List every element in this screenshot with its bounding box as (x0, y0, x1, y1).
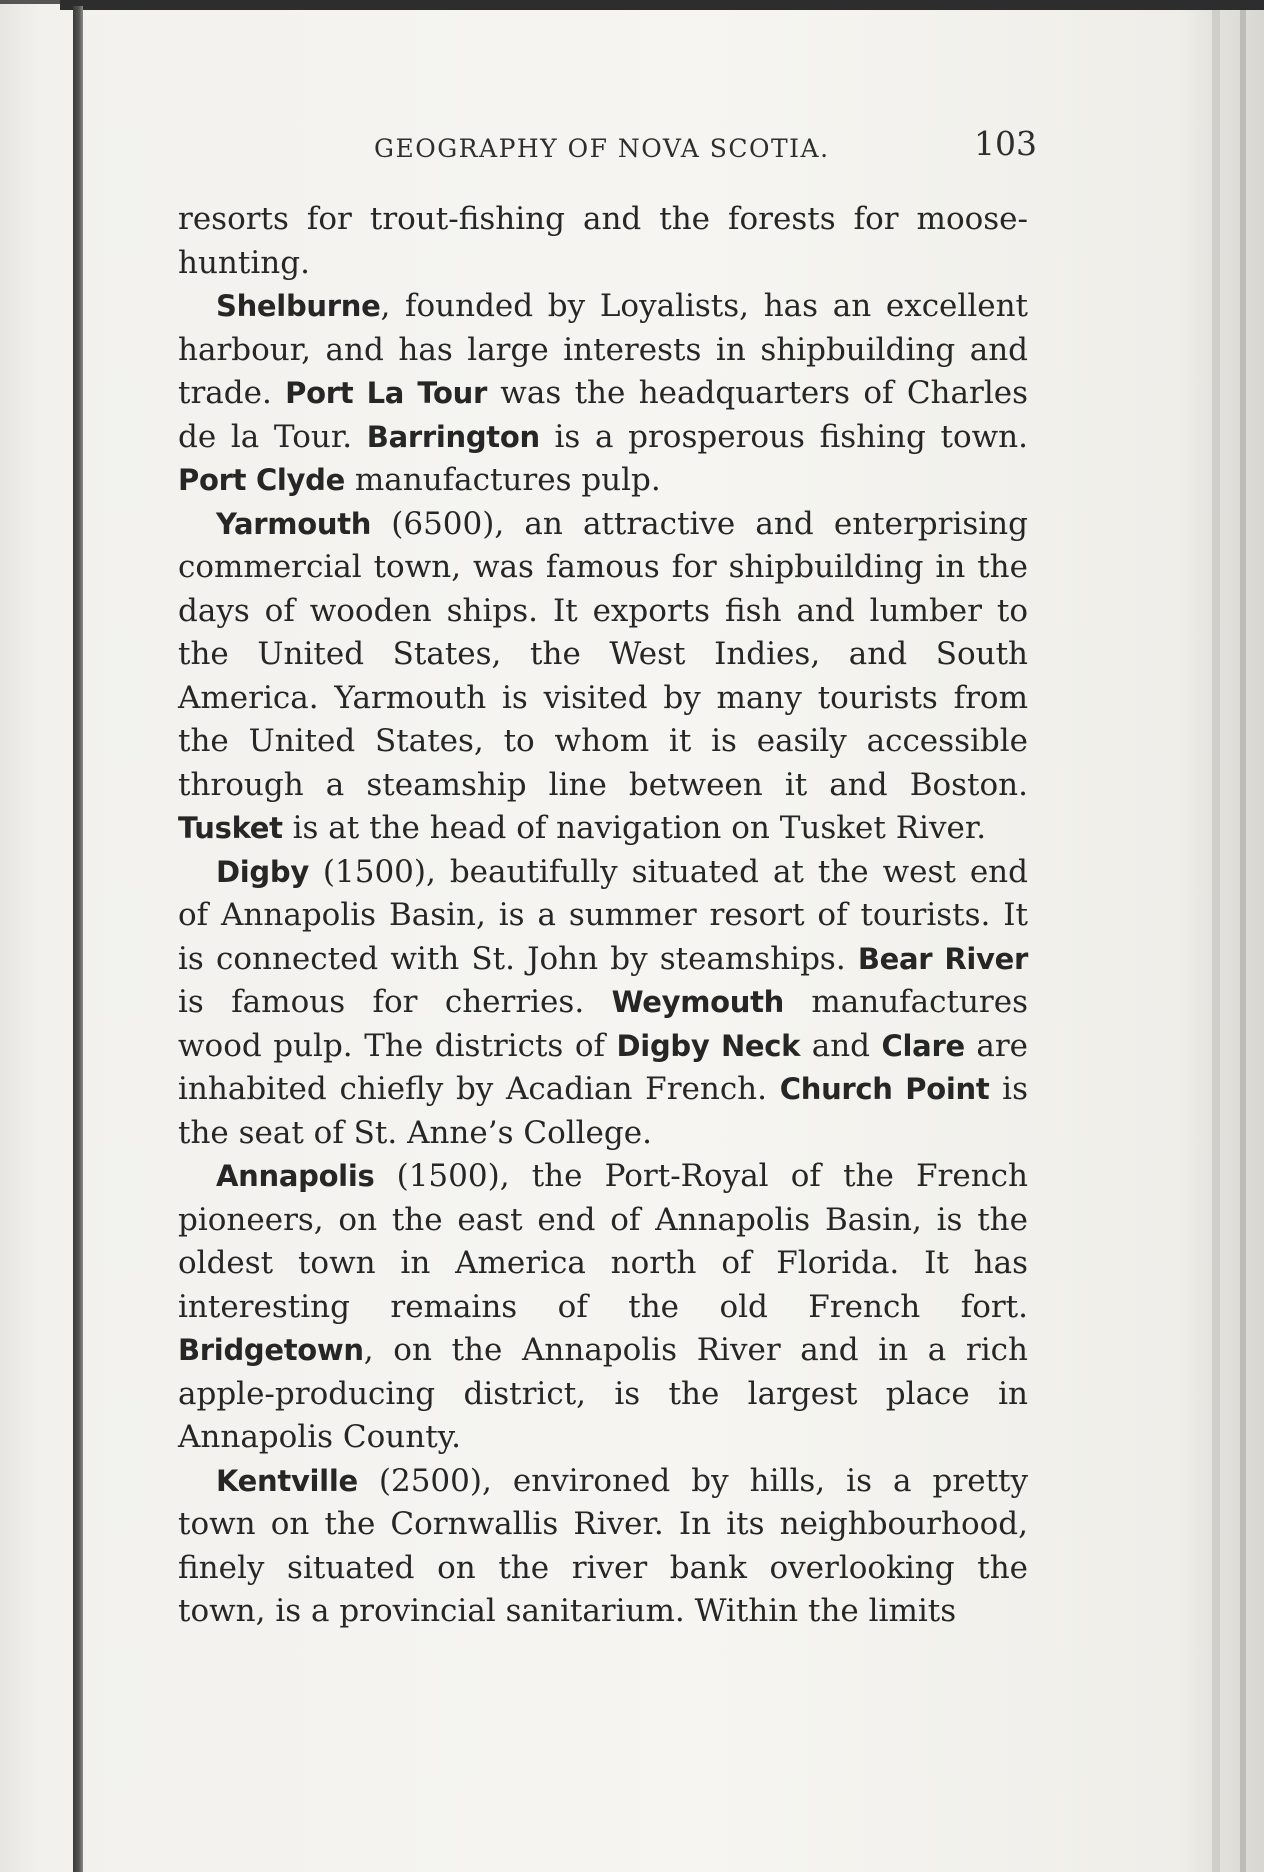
place-name: Clare (881, 1028, 965, 1063)
place-name: Port La Tour (285, 376, 487, 410)
running-head: GEOGRAPHY OF NOVA SCOTIA. (374, 134, 830, 163)
page-right-edge (1212, 10, 1220, 1872)
place-name: Shelburne (216, 289, 381, 323)
place-name: Bear River (857, 941, 1028, 976)
place-name: Annapolis (216, 1159, 375, 1193)
place-name: Kentville (216, 1463, 358, 1498)
place-name: Tusket (178, 811, 283, 845)
paragraph-annapolis: Annapolis (1500), the Port-Royal of the French pioneers, on the east end of Annapolis Basin, is the oldest town in America north of Florida. It has interesting remains of the old French fort. Bridgetown, on the Annapolis River and in a rich apple-producing district, is the largest place in Annapolis County. (178, 1158, 1028, 1455)
paragraph-kentville: Kentville (2500), environed by hills, is a pretty town on the Cornwallis River. In its neighbourhood, finely situated on the river bank overlooking the town, is a provincial sanitarium. Within the limits (178, 1462, 1028, 1629)
paragraph-yarmouth: Yarmouth (6500), an attractive and enterprising commercial town, was famous for shipbuilding in the days of wooden ships. It exports fish and lumber to the United States, the West Indies, and South America. Yarmouth is visited by many tourists from the United States, to whom it is easily accessible through a steamship line between it and Boston. Tusket is at the head of navigation on Tusket River. (178, 505, 1028, 846)
paragraph-digby: Digby (1500), beautifully situated at the west end of Annapolis Basin, is a summer resort of tourists. It is connected with St. John by steamships. Bear River is famous for cherries. Weymouth manufactures wood pulp. The districts of Digby Neck and Clare are inhabited chiefly by Acadian French. Church Point is the seat of St. Anne’s College. (178, 853, 1028, 1151)
place-name: Bridgetown (178, 1333, 364, 1367)
page-top-edge (60, 0, 1264, 10)
body-text (178, 198, 1028, 1634)
paragraph-shelburne: Shelburne, founded by Loyalists, has an excellent harbour, and has large interests in shipbuilding and trade. Port La Tour was the headquarters of Charles de la Tour. Barrington is a prosperous fishing town. Port Clyde manufactures pulp. (178, 288, 1028, 498)
place-name: Digby (216, 854, 309, 889)
place-name: Weymouth (611, 985, 784, 1019)
place-name: Digby Neck (616, 1028, 801, 1063)
page-top-edge-left (0, 0, 60, 4)
page-right-edge-outer (1240, 10, 1246, 1872)
place-name: Barrington (366, 419, 540, 454)
book-spine-shadow (73, 6, 83, 1872)
paragraph-continued: resorts for trout-fishing and the forests for moose-hunting. (178, 201, 1028, 281)
page-header (176, 124, 1037, 168)
page-number: 103 (974, 124, 1037, 163)
place-name: Yarmouth (216, 506, 372, 541)
place-name: Church Point (779, 1072, 990, 1106)
place-name: Port Clyde (178, 463, 345, 497)
